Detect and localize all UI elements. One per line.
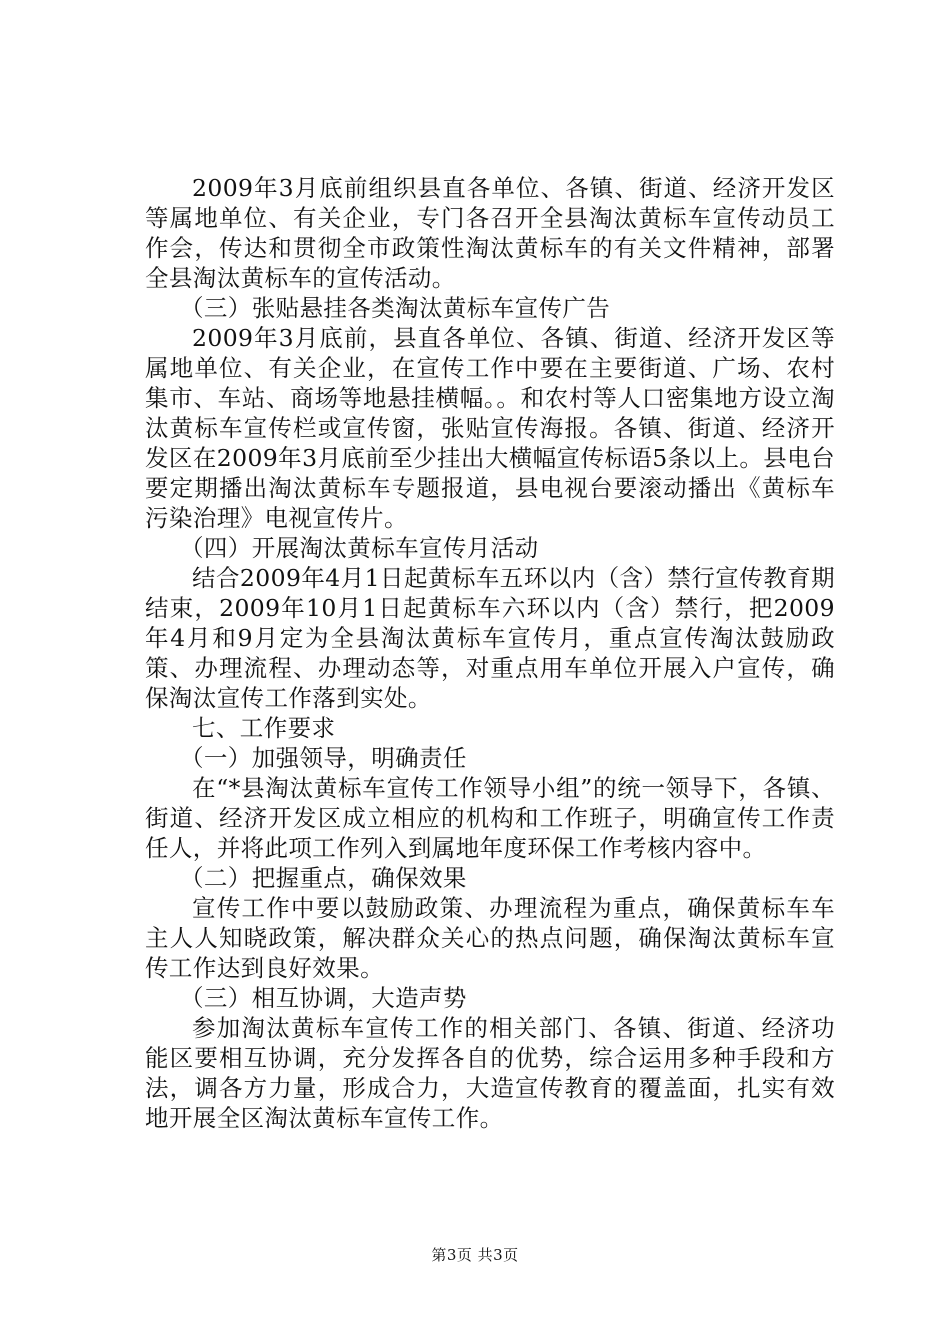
subheading-leadership: （一）加强领导，明确责任	[180, 744, 467, 772]
page-number-footer: 第3页 共3页	[431, 1246, 519, 1264]
paragraph-meeting: 2009年3月底前组织县直各单位、各镇、街道、经济开发区等属地单位、有关企业，专门各召开全县淘汰黄标车宣传动员工作会，传达和贯彻全市政策性淘汰黄标车的有关文件精神，部署全县淘汰黄标车的宣传活动。	[145, 174, 835, 292]
section-title-work-requirements: 七、工作要求	[192, 714, 336, 742]
paragraph-campaign-month: 结合2009年4月1日起黄标车五环以内（含）禁行宣传教育期结束，2009年10月1日起黄标车六环以内（含）禁行，把2009年4月和9月定为全县淘汰黄标车宣传月，重点宣传淘汰鼓励政策、办理流程、办理动态等，对重点用车单位开展入户宣传，确保淘汰宣传工作落到实处。	[145, 564, 835, 712]
paragraph-focus: 宣传工作中要以鼓励政策、办理流程为重点，确保黄标车车主人人知晓政策，解决群众关心的热点问题，确保淘汰黄标车宣传工作达到良好效果。	[145, 894, 835, 982]
paragraph-coordination: 参加淘汰黄标车宣传工作的相关部门、各镇、街道、经济功能区要相互协调，充分发挥各自的优势，综合运用多种手段和方法，调各方力量，形成合力，大造宣传教育的覆盖面，扎实有效地开展全区淘汰黄标车宣传工作。	[145, 1014, 835, 1132]
subheading-focus: （二）把握重点，确保效果	[180, 864, 467, 892]
document-body	[145, 173, 835, 1133]
subheading-posters: （三）张贴悬挂各类淘汰黄标车宣传广告	[180, 294, 611, 322]
subheading-campaign-month: （四）开展淘汰黄标车宣传月活动	[180, 534, 539, 562]
paragraph-posters: 2009年3月底前，县直各单位、各镇、街道、经济开发区等属地单位、有关企业，在宣传工作中要在主要街道、广场、农村集市、车站、商场等地悬挂横幅。。和农村等人口密集地方设立淘汰黄标车宣传栏或宣传窗，张贴宣传海报。各镇、街道、经济开发区在2009年3月底前至少挂出大横幅宣传标语5条以上。县电台要定期播出淘汰黄标车专题报道，县电视台要滚动播出《黄标车污染治理》电视宣传片。	[145, 324, 835, 532]
subheading-coordination: （三）相互协调，大造声势	[180, 984, 467, 1012]
paragraph-leadership: 在“*县淘汰黄标车宣传工作领导小组”的统一领导下，各镇、街道、经济开发区成立相应的机构和工作班子，明确宣传工作责任人，并将此项工作列入到属地年度环保工作考核内容中。	[145, 774, 835, 862]
